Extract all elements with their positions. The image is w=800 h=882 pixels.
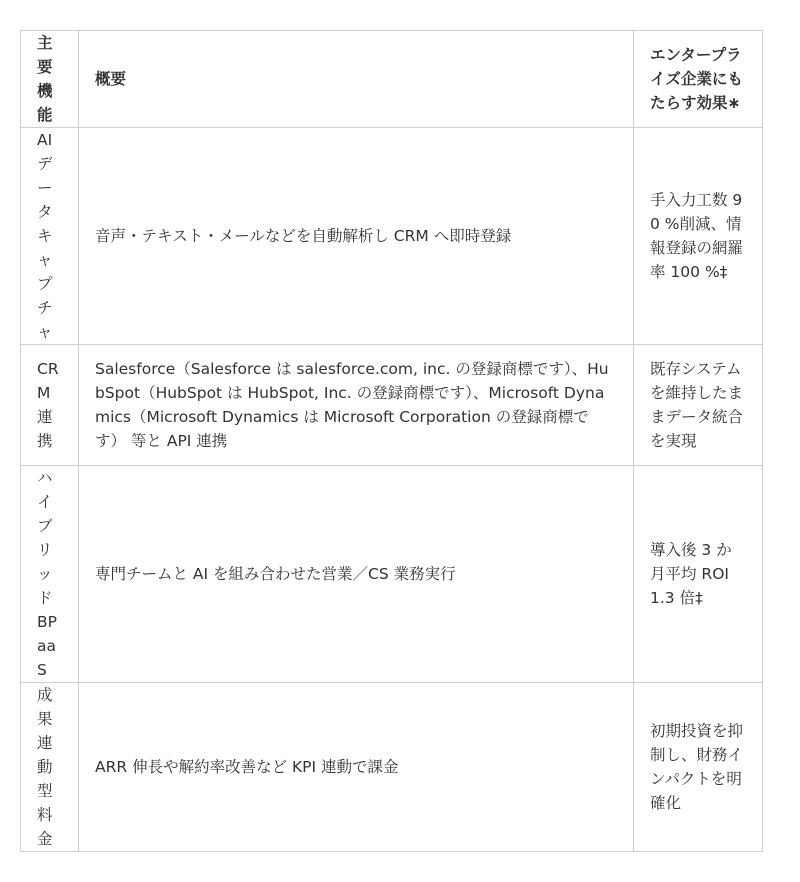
feature-text: ハイブリッドBPaaS xyxy=(37,469,57,679)
summary-text: Salesforce（Salesforce は salesforce.com, inc. の登録商標です）、HubSpot（HubSpot は HubSpot, Inc. の登録商標です）、Microsoft Dynamics（Microsoft Dynamics は Microsoft Corporation の登録商標です） 等と API 連携 xyxy=(95,360,609,450)
cell-effect xyxy=(634,128,763,345)
table-row xyxy=(21,683,763,852)
effect-text: 手入力工数 90 %削減、情報登録の網羅率 100 %‡ xyxy=(650,191,744,281)
table-row xyxy=(21,466,763,683)
header-summary-text: 概要 xyxy=(95,70,127,88)
cell-feature xyxy=(21,345,79,466)
table-header-row xyxy=(21,31,763,128)
effect-text: 導入後 3 か月平均 ROI 1.3 倍‡ xyxy=(650,541,732,607)
header-summary xyxy=(79,31,634,128)
feature-table xyxy=(20,30,763,852)
header-effect xyxy=(634,31,763,128)
cell-feature xyxy=(21,683,79,852)
feature-text: 成果連動型料金 xyxy=(37,686,53,848)
summary-text: ARR 伸長や解約率改善など KPI 連動で課金 xyxy=(95,758,399,776)
table-row xyxy=(21,128,763,345)
summary-text: 専門チームと AI を組み合わせた営業／CS 業務実行 xyxy=(95,565,456,583)
header-feature xyxy=(21,31,79,128)
cell-summary xyxy=(79,345,634,466)
cell-feature xyxy=(21,466,79,683)
cell-effect xyxy=(634,466,763,683)
feature-text: CRM連携 xyxy=(37,360,59,450)
cell-effect xyxy=(634,345,763,466)
header-feature-text: 主要機能 xyxy=(37,34,53,124)
effect-text: 初期投資を抑制し、財務インパクトを明確化 xyxy=(650,722,744,812)
feature-text: AIデータキャプチャ xyxy=(37,131,53,341)
feature-table-container xyxy=(20,30,762,852)
cell-summary xyxy=(79,128,634,345)
header-effect-text: エンタープライズ企業にもたらす効果∗ xyxy=(650,46,743,112)
cell-summary xyxy=(79,466,634,683)
summary-text: 音声・テキスト・メールなどを自動解析し CRM へ即時登録 xyxy=(95,227,512,245)
cell-effect xyxy=(634,683,763,852)
effect-text: 既存システムを維持したままデータ統合を実現 xyxy=(650,360,744,450)
cell-summary xyxy=(79,683,634,852)
cell-feature xyxy=(21,128,79,345)
table-row xyxy=(21,345,763,466)
